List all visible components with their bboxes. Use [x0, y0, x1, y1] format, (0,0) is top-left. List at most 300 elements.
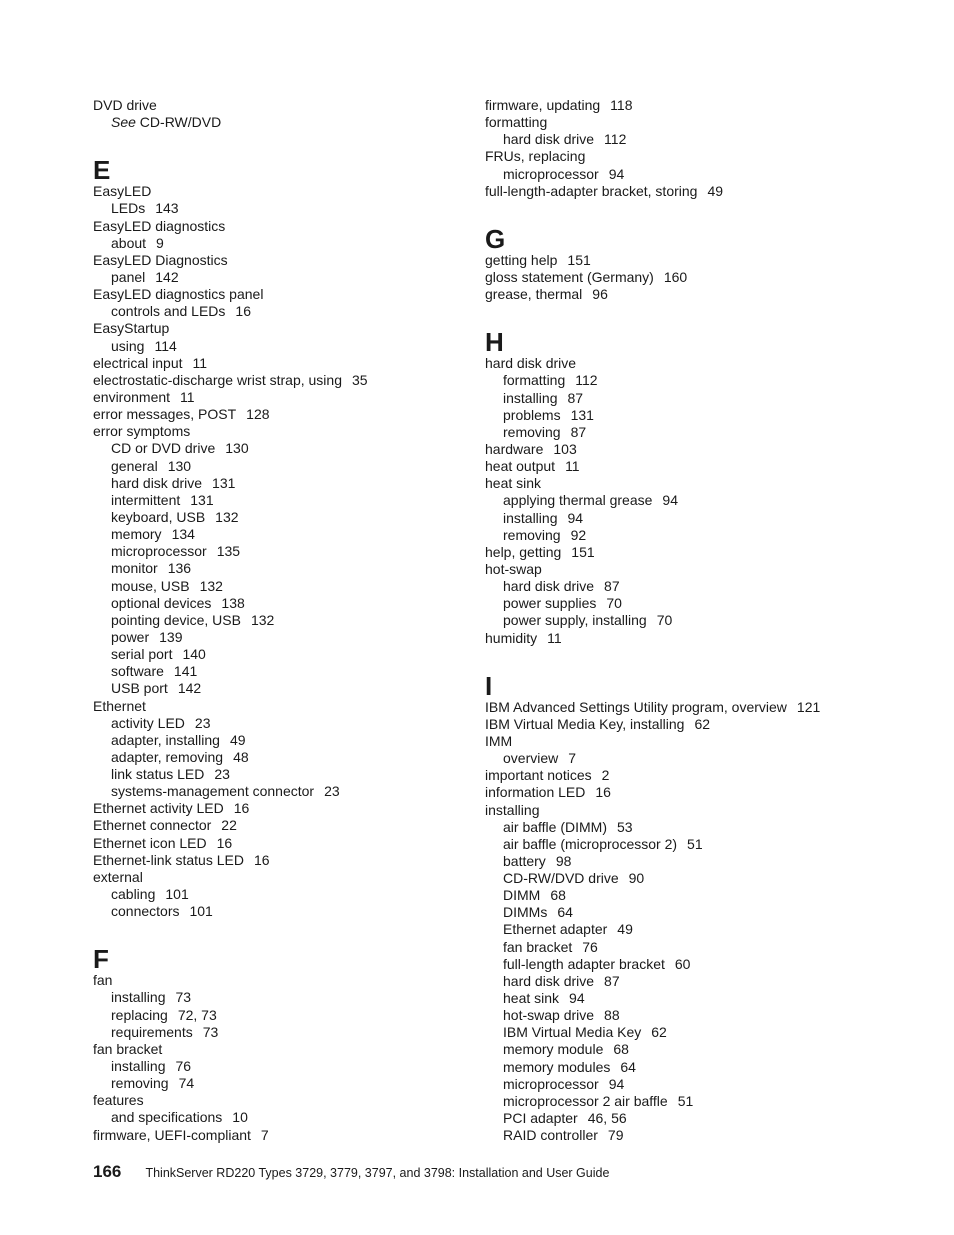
index-term: power supply, installing — [503, 612, 647, 629]
index-term: IMM — [485, 732, 513, 749]
page-reference: 90 — [628, 870, 645, 887]
index-term: environment — [93, 388, 171, 405]
index-term: RAID controller — [503, 1127, 598, 1144]
page-reference: 68 — [613, 1041, 629, 1058]
index-subentry — [485, 424, 885, 441]
index-entry — [485, 97, 885, 114]
index-entry — [93, 1041, 473, 1058]
index-term: humidity — [485, 629, 538, 646]
index-subentry — [93, 1075, 473, 1092]
index-term: electrical input — [93, 354, 183, 371]
index-subentry — [485, 1127, 885, 1144]
page-reference: 131 — [212, 474, 236, 491]
index-term: power supplies — [503, 595, 597, 612]
index-column-right — [485, 97, 885, 1144]
page-reference: 132 — [250, 611, 275, 628]
index-term: Ethernet adapter — [503, 921, 608, 938]
index-subentry — [93, 458, 473, 475]
index-term: removing — [503, 423, 561, 440]
index-term: external — [93, 868, 143, 885]
index-term: fan bracket — [503, 938, 573, 955]
page-reference: 87 — [604, 972, 620, 989]
page-reference: 23 — [194, 714, 211, 731]
index-subentry — [93, 732, 473, 749]
page-reference: 7 — [568, 750, 577, 767]
page-reference: 46, 56 — [587, 1110, 627, 1127]
index-term: electrostatic-discharge wrist strap, using — [93, 371, 342, 388]
index-term: EasyStartup — [93, 320, 170, 337]
index-term: heat output — [485, 458, 556, 475]
index-term: IBM Virtual Media Key — [503, 1024, 642, 1041]
index-term: Ethernet activity LED — [93, 800, 224, 817]
index-subentry — [485, 1093, 885, 1110]
index-entry — [93, 252, 473, 269]
index-term: hard disk drive — [485, 355, 577, 372]
page-reference: 151 — [571, 543, 595, 560]
index-term: fan bracket — [93, 1040, 163, 1057]
index-term: intermittent — [111, 491, 181, 508]
index-term: CD or DVD drive — [111, 440, 216, 457]
index-term: USB port — [111, 680, 168, 697]
page-reference: 98 — [555, 852, 572, 869]
index-subentry — [485, 372, 885, 389]
index-term: CD-RW/DVD drive — [503, 870, 619, 887]
index-subentry — [485, 578, 885, 595]
page-reference: 121 — [796, 698, 821, 715]
page-reference: 103 — [553, 440, 577, 457]
index-subentry — [93, 715, 473, 732]
index-term: installing — [111, 989, 166, 1006]
index-term: firmware, updating — [485, 97, 601, 113]
index-entry — [93, 320, 473, 337]
index-term: keyboard, USB — [111, 508, 206, 525]
index-subentry — [93, 200, 473, 217]
page-reference: 96 — [592, 286, 608, 303]
index-subentry — [93, 766, 473, 783]
index-entry — [485, 252, 885, 269]
index-term: hard disk drive — [503, 972, 595, 989]
index-subentry — [93, 114, 473, 131]
index-subentry — [93, 475, 473, 492]
index-subentry — [93, 338, 473, 355]
index-term: PCI adapter — [503, 1110, 578, 1127]
page-reference: 11 — [180, 388, 195, 405]
index-term: serial port — [111, 646, 173, 663]
index-subentry — [485, 131, 885, 148]
index-entry — [485, 441, 885, 458]
index-entry — [93, 355, 473, 372]
page-reference: 130 — [225, 440, 249, 457]
index-term: connectors — [111, 903, 180, 920]
index-term: help, getting — [485, 543, 562, 560]
index-term: CD-RW/DVD — [135, 114, 222, 131]
page-reference: 60 — [674, 955, 691, 972]
page-reference: 22 — [221, 817, 237, 834]
index-entry — [485, 148, 885, 165]
page-reference: 131 — [190, 491, 214, 508]
index-term: EasyLED diagnostics panel — [93, 286, 264, 303]
page-reference: 49 — [617, 921, 633, 938]
index-term: optional devices — [111, 594, 212, 611]
index-term: DIMMs — [503, 904, 548, 921]
page-reference: 51 — [687, 835, 703, 852]
index-entry — [93, 372, 473, 389]
index-subentry — [485, 390, 885, 407]
page-reference: 112 — [575, 372, 598, 389]
index-term: hardware — [485, 440, 544, 457]
page-reference: 142 — [155, 268, 179, 285]
page-reference: 16 — [233, 800, 250, 817]
page-reference: 118 — [610, 97, 633, 113]
index-subentry — [485, 990, 885, 1007]
index-term: memory modules — [503, 1058, 611, 1075]
index-subentry — [93, 663, 473, 680]
index-subentry — [485, 1110, 885, 1127]
index-subentry — [93, 646, 473, 663]
index-term: LEDs — [111, 200, 146, 217]
index-term: Ethernet-link status LED — [93, 851, 244, 868]
index-term: battery — [503, 852, 546, 869]
index-term: Ethernet icon LED — [93, 834, 207, 851]
page-reference: 10 — [232, 1109, 248, 1126]
index-subentry — [485, 836, 885, 853]
index-entry — [485, 630, 885, 647]
index-subentry — [93, 526, 473, 543]
page-reference: 23 — [324, 783, 340, 800]
index-term: firmware, UEFI-compliant — [93, 1126, 251, 1143]
page-reference: 101 — [165, 886, 189, 903]
page-reference: 73 — [175, 989, 192, 1006]
page-reference: 139 — [159, 628, 183, 645]
index-term: replacing — [111, 1006, 168, 1023]
index-column-left — [93, 97, 473, 1144]
index-term: about — [111, 234, 147, 251]
index-term: problems — [503, 406, 561, 423]
page-reference: 16 — [595, 784, 611, 801]
index-subentry — [485, 921, 885, 938]
page-reference: 112 — [604, 131, 627, 148]
index-term: adapter, removing — [111, 748, 224, 765]
index-subentry — [93, 1024, 473, 1041]
page-reference: 151 — [567, 251, 591, 268]
page-reference: 48 — [233, 748, 249, 765]
index-subentry — [485, 956, 885, 973]
index-entry — [93, 286, 473, 303]
index-subentry — [93, 783, 473, 800]
page-reference: 87 — [604, 578, 620, 595]
index-entry — [485, 784, 885, 801]
index-term: error messages, POST — [93, 406, 237, 423]
page-number: 166 — [93, 1162, 122, 1181]
page-reference: 94 — [608, 1075, 625, 1092]
index-term: microprocessor — [503, 1075, 599, 1092]
page-reference: 128 — [246, 406, 270, 423]
index-term: FRUs, replacing — [485, 148, 586, 165]
index-subentry — [93, 269, 473, 286]
index-term: fan — [93, 972, 113, 989]
index-subentry — [485, 527, 885, 544]
index-subentry — [93, 578, 473, 595]
index-term: link status LED — [111, 766, 205, 783]
index-term: cabling — [111, 886, 156, 903]
page-reference: 87 — [570, 423, 587, 440]
index-subentry — [93, 989, 473, 1006]
index-subentry — [485, 612, 885, 629]
page-reference: 160 — [663, 268, 688, 285]
index-term: adapter, installing — [111, 731, 220, 748]
index-section-letter: I — [485, 670, 493, 701]
index-entry — [485, 699, 885, 716]
page-reference: 73 — [202, 1023, 219, 1040]
index-term: Ethernet connector — [93, 817, 212, 834]
index-subentry — [93, 1058, 473, 1075]
index-term: features — [93, 1092, 144, 1109]
index-entry — [485, 767, 885, 784]
index-entry — [93, 852, 473, 869]
index-entry — [485, 475, 885, 492]
index-term: activity LED — [111, 714, 185, 731]
index-term: microprocessor — [503, 165, 599, 182]
page-reference: 140 — [182, 646, 206, 663]
index-term: Ethernet — [93, 697, 146, 714]
page-reference: 62 — [694, 715, 711, 732]
index-term: overview — [503, 750, 559, 767]
index-entry — [485, 269, 885, 286]
page-reference: 49 — [229, 731, 246, 748]
index-subentry — [93, 629, 473, 646]
index-term: software — [111, 663, 164, 680]
index-term: installing — [503, 509, 558, 526]
index-term: EasyLED Diagnostics — [93, 251, 228, 268]
index-entry — [93, 1127, 473, 1144]
page-reference: 94 — [608, 165, 625, 182]
index-subentry — [485, 595, 885, 612]
index-term: DVD drive — [93, 97, 157, 113]
index-term: using — [111, 337, 145, 354]
index-entry — [485, 458, 885, 475]
index-entry — [485, 802, 885, 819]
index-term: removing — [503, 526, 561, 543]
page-reference: 16 — [253, 851, 270, 868]
index-entry — [93, 800, 473, 817]
page-reference: 87 — [567, 389, 584, 406]
index-section-letter: G — [485, 223, 506, 254]
index-subentry — [93, 612, 473, 629]
index-subentry — [93, 903, 473, 920]
page-reference: 2 — [601, 767, 610, 784]
index-term: monitor — [111, 560, 158, 577]
page-reference: 11 — [192, 354, 208, 371]
page-reference: 64 — [620, 1058, 636, 1075]
page-reference: 74 — [178, 1075, 195, 1092]
index-term: air baffle (microprocessor 2) — [503, 835, 678, 852]
page-reference: 114 — [154, 337, 177, 354]
index-term: grease, thermal — [485, 286, 583, 303]
index-entry — [485, 114, 885, 131]
page-footer — [93, 1162, 609, 1182]
index-term: removing — [111, 1075, 169, 1092]
page-reference: 49 — [707, 182, 724, 199]
index-subentry — [93, 749, 473, 766]
index-term: hard disk drive — [503, 131, 595, 148]
index-term: heat sink — [485, 475, 542, 492]
index-subentry — [485, 939, 885, 956]
index-term: memory — [111, 526, 162, 543]
index-subentry — [485, 510, 885, 527]
index-entry — [485, 355, 885, 372]
index-term: full-length-adapter bracket, storing — [485, 182, 698, 199]
page-reference: 134 — [171, 526, 195, 543]
index-subentry — [485, 492, 885, 509]
index-entry — [485, 544, 885, 561]
index-term: EasyLED — [93, 183, 152, 200]
page-reference: 68 — [550, 887, 566, 904]
index-term: pointing device, USB — [111, 611, 241, 628]
index-term: heat sink — [503, 990, 560, 1007]
page-reference: 88 — [604, 1007, 620, 1024]
index-entry — [93, 97, 473, 114]
page-reference: 7 — [260, 1126, 269, 1143]
index-entry — [93, 817, 473, 834]
page-reference: 94 — [569, 990, 585, 1007]
page-reference: 9 — [156, 234, 164, 251]
index-subentry — [485, 1041, 885, 1058]
page-reference: 70 — [606, 595, 622, 612]
index-subentry — [93, 560, 473, 577]
index-term: hot-swap — [485, 560, 542, 577]
index-subentry — [93, 1109, 473, 1126]
index-subentry — [485, 1076, 885, 1093]
index-term: and specifications — [111, 1109, 223, 1126]
see-reference: See — [111, 114, 136, 131]
page-reference: 94 — [567, 509, 584, 526]
index-term: full-length adapter bracket — [503, 955, 665, 972]
page-reference: 138 — [221, 594, 245, 611]
index-entry — [93, 406, 473, 423]
index-section-letter: H — [485, 327, 504, 358]
page-reference: 53 — [616, 818, 633, 835]
page-reference: 70 — [656, 612, 673, 629]
index-term: systems-management connector — [111, 783, 315, 800]
index-term: requirements — [111, 1023, 193, 1040]
index-subentry — [485, 870, 885, 887]
index-term: error symptoms — [93, 423, 191, 440]
index-term: mouse, USB — [111, 577, 190, 594]
page-reference: 132 — [199, 577, 223, 594]
page-reference: 143 — [155, 200, 179, 217]
index-entry — [93, 1092, 473, 1109]
index-subentry — [485, 750, 885, 767]
page-reference: 135 — [216, 543, 241, 560]
index-subentry — [485, 819, 885, 836]
index-term: installing — [503, 389, 558, 406]
index-term: hard disk drive — [503, 578, 595, 595]
index-subentry — [485, 1024, 885, 1041]
index-subentry — [485, 904, 885, 921]
index-term: controls and LEDs — [111, 303, 226, 320]
index-subentry — [93, 680, 473, 697]
index-section-letter: F — [93, 944, 109, 975]
index-subentry — [93, 1007, 473, 1024]
index-entry — [93, 423, 473, 440]
index-term: formatting — [503, 372, 566, 389]
index-entry — [93, 698, 473, 715]
index-term: information LED — [485, 784, 586, 801]
index-subentry — [93, 492, 473, 509]
index-entry — [93, 389, 473, 406]
page-reference: 64 — [557, 904, 573, 921]
page-reference: 76 — [175, 1058, 192, 1075]
index-term: important notices — [485, 767, 592, 784]
index-term: IBM Virtual Media Key, installing — [485, 715, 685, 732]
index-subentry — [485, 407, 885, 424]
index-subentry — [93, 543, 473, 560]
index-term: EasyLED diagnostics — [93, 217, 226, 234]
index-subentry — [93, 595, 473, 612]
page-reference: 101 — [189, 903, 213, 920]
index-subentry — [485, 166, 885, 183]
document-title: ThinkServer RD220 Types 3729, 3779, 3797, and 3798: Installation and User Guide — [145, 1166, 610, 1180]
index-term: air baffle (DIMM) — [503, 818, 607, 835]
index-subentry — [93, 509, 473, 526]
page-reference: 141 — [173, 663, 198, 680]
index-subentry — [485, 1059, 885, 1076]
index-term: formatting — [485, 114, 548, 131]
page-reference: 94 — [662, 492, 678, 509]
index-subentry — [485, 887, 885, 904]
index-term: installing — [485, 801, 540, 818]
page-reference: 62 — [651, 1024, 667, 1041]
page-reference: 79 — [607, 1127, 624, 1144]
page-reference: 11 — [565, 458, 580, 475]
index-term: panel — [111, 268, 146, 285]
index-entry — [485, 561, 885, 578]
index-entry — [93, 835, 473, 852]
index-entry — [93, 218, 473, 235]
index-subentry — [93, 440, 473, 457]
page-reference: 23 — [214, 766, 230, 783]
index-term: general — [111, 457, 158, 474]
index-entry — [485, 286, 885, 303]
index-term: installing — [111, 1058, 166, 1075]
index-entry — [93, 183, 473, 200]
page-reference: 35 — [352, 371, 368, 388]
page-reference: 131 — [570, 406, 594, 423]
index-section-letter: E — [93, 155, 111, 186]
index-term: hot-swap drive — [503, 1007, 595, 1024]
page-reference: 76 — [582, 938, 598, 955]
index-term: DIMM — [503, 887, 541, 904]
index-term: memory module — [503, 1041, 604, 1058]
index-subentry — [93, 886, 473, 903]
index-term: gloss statement (Germany) — [485, 268, 654, 285]
index-subentry — [485, 1007, 885, 1024]
page-reference: 11 — [547, 629, 562, 646]
index-term: applying thermal grease — [503, 492, 653, 509]
page-reference: 16 — [216, 834, 233, 851]
index-term: microprocessor — [111, 543, 207, 560]
index-subentry — [485, 853, 885, 870]
index-subentry — [93, 303, 473, 320]
page-reference: 92 — [570, 526, 587, 543]
index-entry — [485, 716, 885, 733]
index-entry — [485, 183, 885, 200]
index-term: power — [111, 628, 150, 645]
page-reference: 72, 73 — [177, 1006, 217, 1023]
index-entry — [93, 869, 473, 886]
index-entry — [93, 972, 473, 989]
page-reference: 136 — [167, 560, 192, 577]
